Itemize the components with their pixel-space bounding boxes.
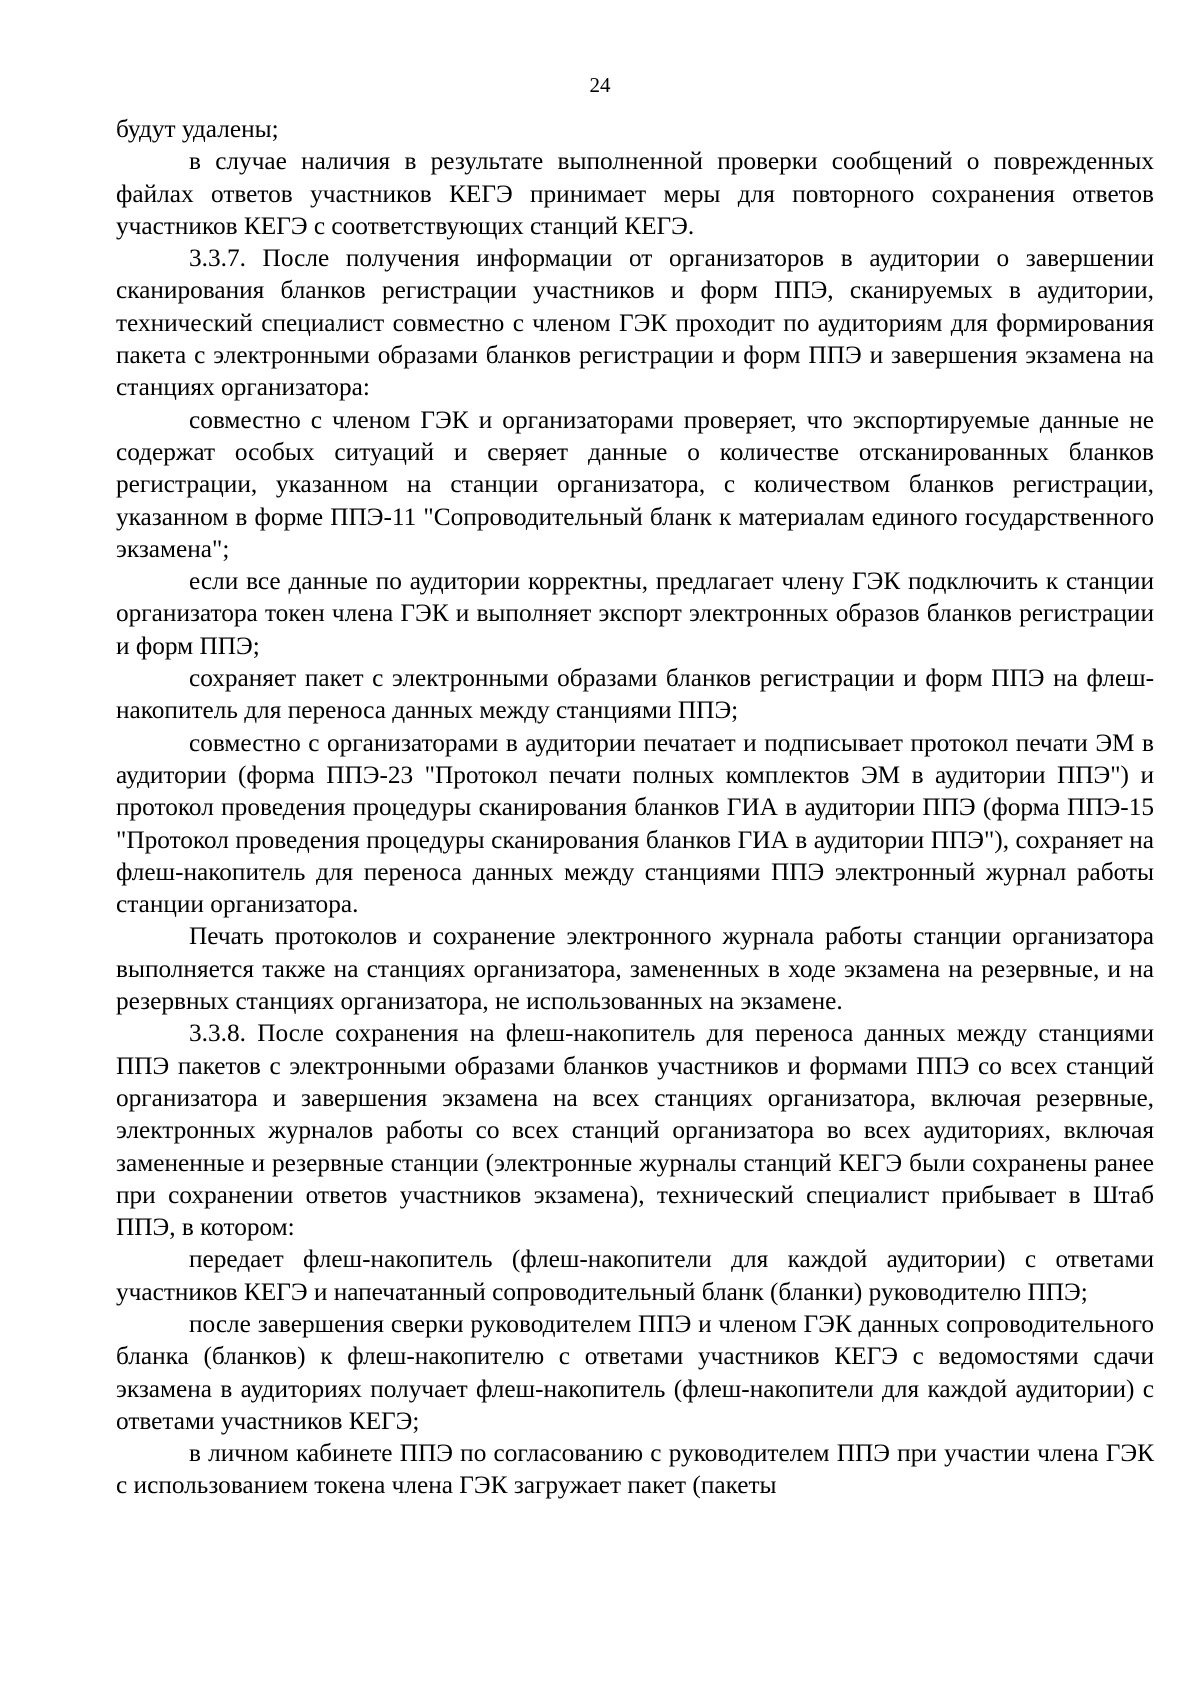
paragraph-after-check: после завершения сверки руководителем ППЭ и членом ГЭК данных сопроводительного бланка (бланков) к флеш-накопителю с ответами участников КЕГЭ с ведомостями сдачи экзамена в аудиториях получает флеш-накопитель (флеш-накопители для каждой аудитории) с ответами участников КЕГЭ; [116, 1309, 1154, 1435]
paragraph-hand-over-flash: передает флеш-накопитель (флеш-накопители для каждой аудитории) с ответами участников КЕГЭ и напечатанный сопроводительный бланк (бланки) руководителю ППЭ; [116, 1245, 1154, 1306]
paragraph-save-package: сохраняет пакет с электронными образами бланков регистрации и форм ППЭ на флеш-накопитель для переноса данных между станциями ППЭ; [116, 664, 1154, 725]
page-number: 24 [589, 73, 611, 97]
paragraph-damaged-files: в случае наличия в результате выполненной проверки сообщений о поврежденных файлах ответов участников КЕГЭ принимает меры для повторного сохранения ответов участников КЕГЭ с соответствующих станций КЕГЭ. [116, 147, 1154, 240]
paragraph-token-export: если все данные по аудитории корректны, предлагает члену ГЭК подключить к станции организатора токен члена ГЭК и выполняет экспорт электронных образов бланков регистрации и форм ППЭ; [116, 567, 1154, 660]
paragraph-reserve-stations: Печать протоколов и сохранение электронного журнала работы станции организатора выполняется также на станциях организатора, замененных в ходе экзамена на резервные, и на резервных станциях организатора, не использованных на экзамене. [116, 922, 1154, 1016]
paragraph-3-3-7: 3.3.7. После получения информации от организаторов в аудитории о завершении сканирования бланков регистрации участников и форм ППЭ, сканируемых в аудитории, технический специалист совместно с членом ГЭК проходит по аудиториям для формирования пакета с электронными образами бланков регистрации и форм ППЭ и завершения экзамена на станциях организатора: [116, 244, 1154, 402]
paragraph-upload-package: в личном кабинете ППЭ по согласованию с руководителем ППЭ при участии члена ГЭК с использованием токена члена ГЭК загружает пакет (пакеты [116, 1439, 1154, 1500]
paragraph-print-protocols: совместно с организаторами в аудитории печатает и подписывает протокол печати ЭМ в аудитории (форма ППЭ-23 "Протокол печати полных комплектов ЭМ в аудитории ППЭ") и протокол проведения процедуры сканирования бланков ГИА в аудитории ППЭ (форма ППЭ-15 "Протокол проведения процедуры сканирования бланков ГИА в аудитории ППЭ"), сохраняет на флеш-накопитель для переноса данных между станциями ППЭ электронный журнал работы станции организатора. [116, 728, 1154, 919]
document-body [116, 113, 1154, 1502]
paragraph-3-3-8: 3.3.8. После сохранения на флеш-накопитель для переноса данных между станциями ППЭ пакетов с электронными образами бланков участников и формами ППЭ со всех станций организатора и завершения экзамена на всех станциях организатора, включая резервные, электронных журналов работы со всех станций организатора во всех аудиториях, включая замененные и резервные станции (электронные журналы станций КЕГЭ были сохранены ранее при сохранении ответов участников экзамена), технический специалист прибывает в Штаб ППЭ, в котором: [116, 1019, 1154, 1242]
paragraph-continuation: будут удалены; [116, 115, 279, 143]
paragraph-check-export: совместно с членом ГЭК и организаторами проверяет, что экспортируемые данные не содержат особых ситуаций и сверяет данные о количестве отсканированных бланков регистрации, указанном на станции организатора, с количеством бланков регистрации, указанном в форме ППЭ-11 "Сопроводительный бланк к материалам единого государственного экзамена"; [116, 405, 1154, 563]
